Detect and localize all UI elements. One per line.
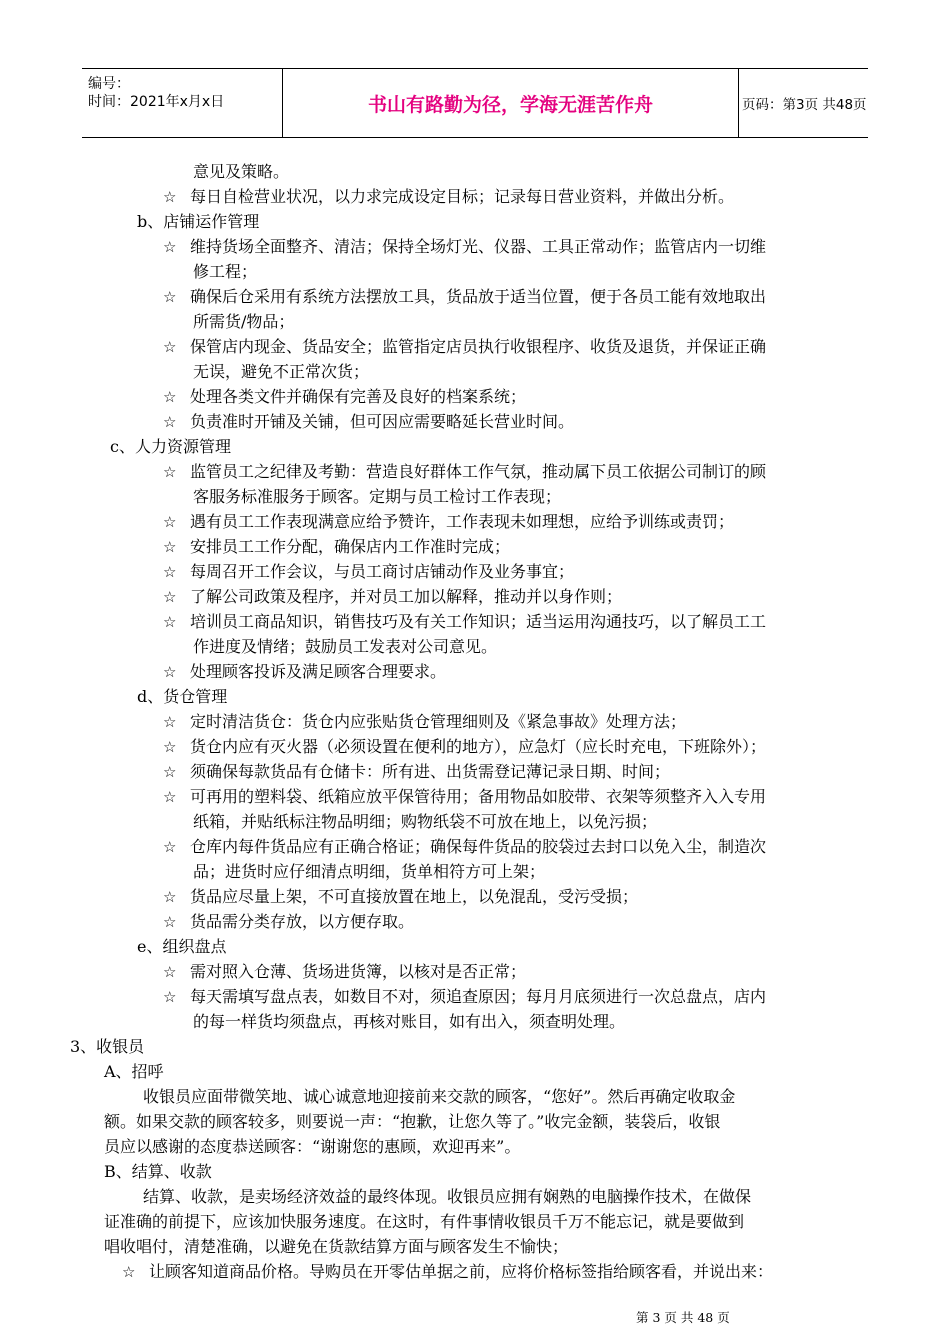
body-line: 每天需填写盘点表，如数目不对，须追查原因；每月月底须进行一次总盘点，店内 [190, 987, 767, 1006]
body-line: 修工程； [193, 262, 258, 281]
body-line: 负责准时开铺及关铺，但可因应需要略延长营业时间。 [190, 412, 575, 431]
star-bullet-icon: ☆ [163, 613, 177, 631]
star-bullet-icon: ☆ [163, 413, 177, 431]
body-line: 须确保每款货品有仓储卡：所有进、出货需登记薄记录日期、时间； [190, 762, 671, 781]
star-bullet-icon: ☆ [163, 538, 177, 556]
star-bullet-icon: ☆ [163, 463, 177, 481]
section-heading: A、招呼 [104, 1062, 164, 1081]
body-line: 维持货场全面整齐、清洁；保持全场灯光、仪器、工具正常动作；监管店内一切维 [190, 237, 767, 256]
header-meta [82, 69, 282, 137]
body-line: 可再用的塑料袋、纸箱应放平保管待用；备用物品如胶带、衣架等须整齐入入专用 [190, 787, 767, 806]
body-line: 了解公司政策及程序，并对员工加以解释，推动并以身作则； [190, 587, 623, 606]
star-bullet-icon: ☆ [163, 988, 177, 1006]
star-bullet-icon: ☆ [163, 663, 177, 681]
body-line: 结算、收款，是卖场经济效益的最终体现。收银员应拥有娴熟的电脑操作技术，在做保 [143, 1187, 752, 1206]
star-bullet-icon: ☆ [163, 563, 177, 581]
section-heading: b、店铺运作管理 [137, 212, 260, 231]
body-line: 需对照入仓薄、货场进货簿，以核对是否正常； [190, 962, 527, 981]
body-line: 仓库内每件货品应有正确合格证；确保每件货品的胶袋过去封口以免入尘，制造次 [190, 837, 767, 856]
star-bullet-icon: ☆ [163, 188, 177, 206]
section-heading: e、组织盘点 [137, 937, 227, 956]
body-line: 遇有员工工作表现满意应给予赞许，工作表现未如理想，应给予训练或责罚； [190, 512, 735, 531]
body-line: 货品需分类存放，以方便存取。 [190, 912, 415, 931]
star-bullet-icon: ☆ [163, 963, 177, 981]
document-number-label: 编号： [88, 76, 130, 92]
body-line: 无误，避免不正常次货； [193, 362, 370, 381]
body-line: 货品应尽量上架，不可直接放置在地上，以免混乱，受污受损； [190, 887, 639, 906]
star-bullet-icon: ☆ [163, 788, 177, 806]
section-heading: B、结算、收款 [104, 1162, 212, 1181]
body-line: 唱收唱付，清楚准确，以避免在货款结算方面与顾客发生不愉快； [104, 1237, 569, 1256]
star-bullet-icon: ☆ [163, 888, 177, 906]
star-bullet-icon: ☆ [163, 763, 177, 781]
body-line: 每日自检营业状况，以力求完成设定目标；记录每日营业资料，并做出分析。 [190, 187, 735, 206]
star-bullet-icon: ☆ [163, 738, 177, 756]
body-line: 每周召开工作会议，与员工商讨店铺动作及业务事宜； [190, 562, 575, 581]
section-heading: 3、收银员 [70, 1037, 145, 1056]
body-line: 证准确的前提下，应该加快服务速度。在这时，有件事情收银员千万不能忘记，就是要做到 [104, 1212, 745, 1231]
body-line: 货仓内应有灭火器（必须设置在便利的地方），应急灯（应长时充电，下班除外）； [190, 737, 767, 756]
document-header [82, 68, 868, 138]
header-page-number: 页码：第3页 共48页 [742, 97, 867, 113]
body-line: 定时清洁货仓：货仓内应张贴货仓管理细则及《紧急事故》处理方法； [190, 712, 687, 731]
body-line: 员应以感谢的态度恭送顾客：“谢谢您的惠顾，欢迎再来”。 [104, 1137, 521, 1156]
star-bullet-icon: ☆ [163, 713, 177, 731]
star-bullet-icon: ☆ [122, 1263, 136, 1281]
star-bullet-icon: ☆ [163, 388, 177, 406]
body-line: 所需货/物品； [193, 312, 295, 331]
body-line: 处理顾客投诉及满足顾客合理要求。 [190, 662, 447, 681]
body-line: 确保后仓采用有系统方法摆放工具，货品放于适当位置，便于各员工能有效地取出 [190, 287, 767, 306]
body-line: 安排员工工作分配，确保店内工作准时完成； [190, 537, 511, 556]
star-bullet-icon: ☆ [163, 588, 177, 606]
body-line: 作进度及情绪；鼓励员工发表对公司意见。 [193, 637, 498, 656]
star-bullet-icon: ☆ [163, 238, 177, 256]
body-line: 保管店内现金、货品安全；监管指定店员执行收银程序、收货及退货，并保证正确 [190, 337, 767, 356]
star-bullet-icon: ☆ [163, 338, 177, 356]
body-line: 意见及策略。 [193, 162, 290, 181]
section-heading: c、人力资源管理 [110, 437, 231, 456]
body-line: 监管员工之纪律及考勤：营造良好群体工作气氛，推动属下员工依据公司制订的顾 [190, 462, 767, 481]
body-line: 品；进货时应仔细清点明细，货单相符方可上架； [193, 862, 546, 881]
body-line: 让顾客知道商品价格。导购员在开零估单据之前，应将价格标签指给顾客看，并说出来： [149, 1262, 774, 1281]
body-line: 处理各类文件并确保有完善及良好的档案系统； [190, 387, 527, 406]
body-line: 的每一样货均须盘点，再核对账目，如有出入，须查明处理。 [193, 1012, 626, 1031]
star-bullet-icon: ☆ [163, 513, 177, 531]
body-line: 额。如果交款的顾客较多，则要说一声：“抱歉，让您久等了。”收完金额，装袋后，收银 [104, 1112, 721, 1131]
star-bullet-icon: ☆ [163, 288, 177, 306]
body-line: 收银员应面带微笑地、诚心诚意地迎接前来交款的顾客，“您好”。然后再确定收取金 [143, 1087, 736, 1106]
header-motto: 书山有路勤为径，学海无涯苦作舟 [282, 69, 739, 137]
body-line: 客服务标准服务于顾客。定期与员工检讨工作表现； [193, 487, 562, 506]
star-bullet-icon: ☆ [163, 913, 177, 931]
star-bullet-icon: ☆ [163, 838, 177, 856]
body-line: 纸箱，并贴纸标注物品明细；购物纸袋不可放在地上，以免污损； [193, 812, 658, 831]
document-date-label: 时间：2021年x月x日 [88, 94, 225, 110]
page-footer: 第 3 页 共 48 页 [636, 1310, 730, 1325]
section-heading: d、货仓管理 [137, 687, 228, 706]
body-line: 培训员工商品知识，销售技巧及有关工作知识；适当运用沟通技巧，以了解员工工 [190, 612, 767, 631]
